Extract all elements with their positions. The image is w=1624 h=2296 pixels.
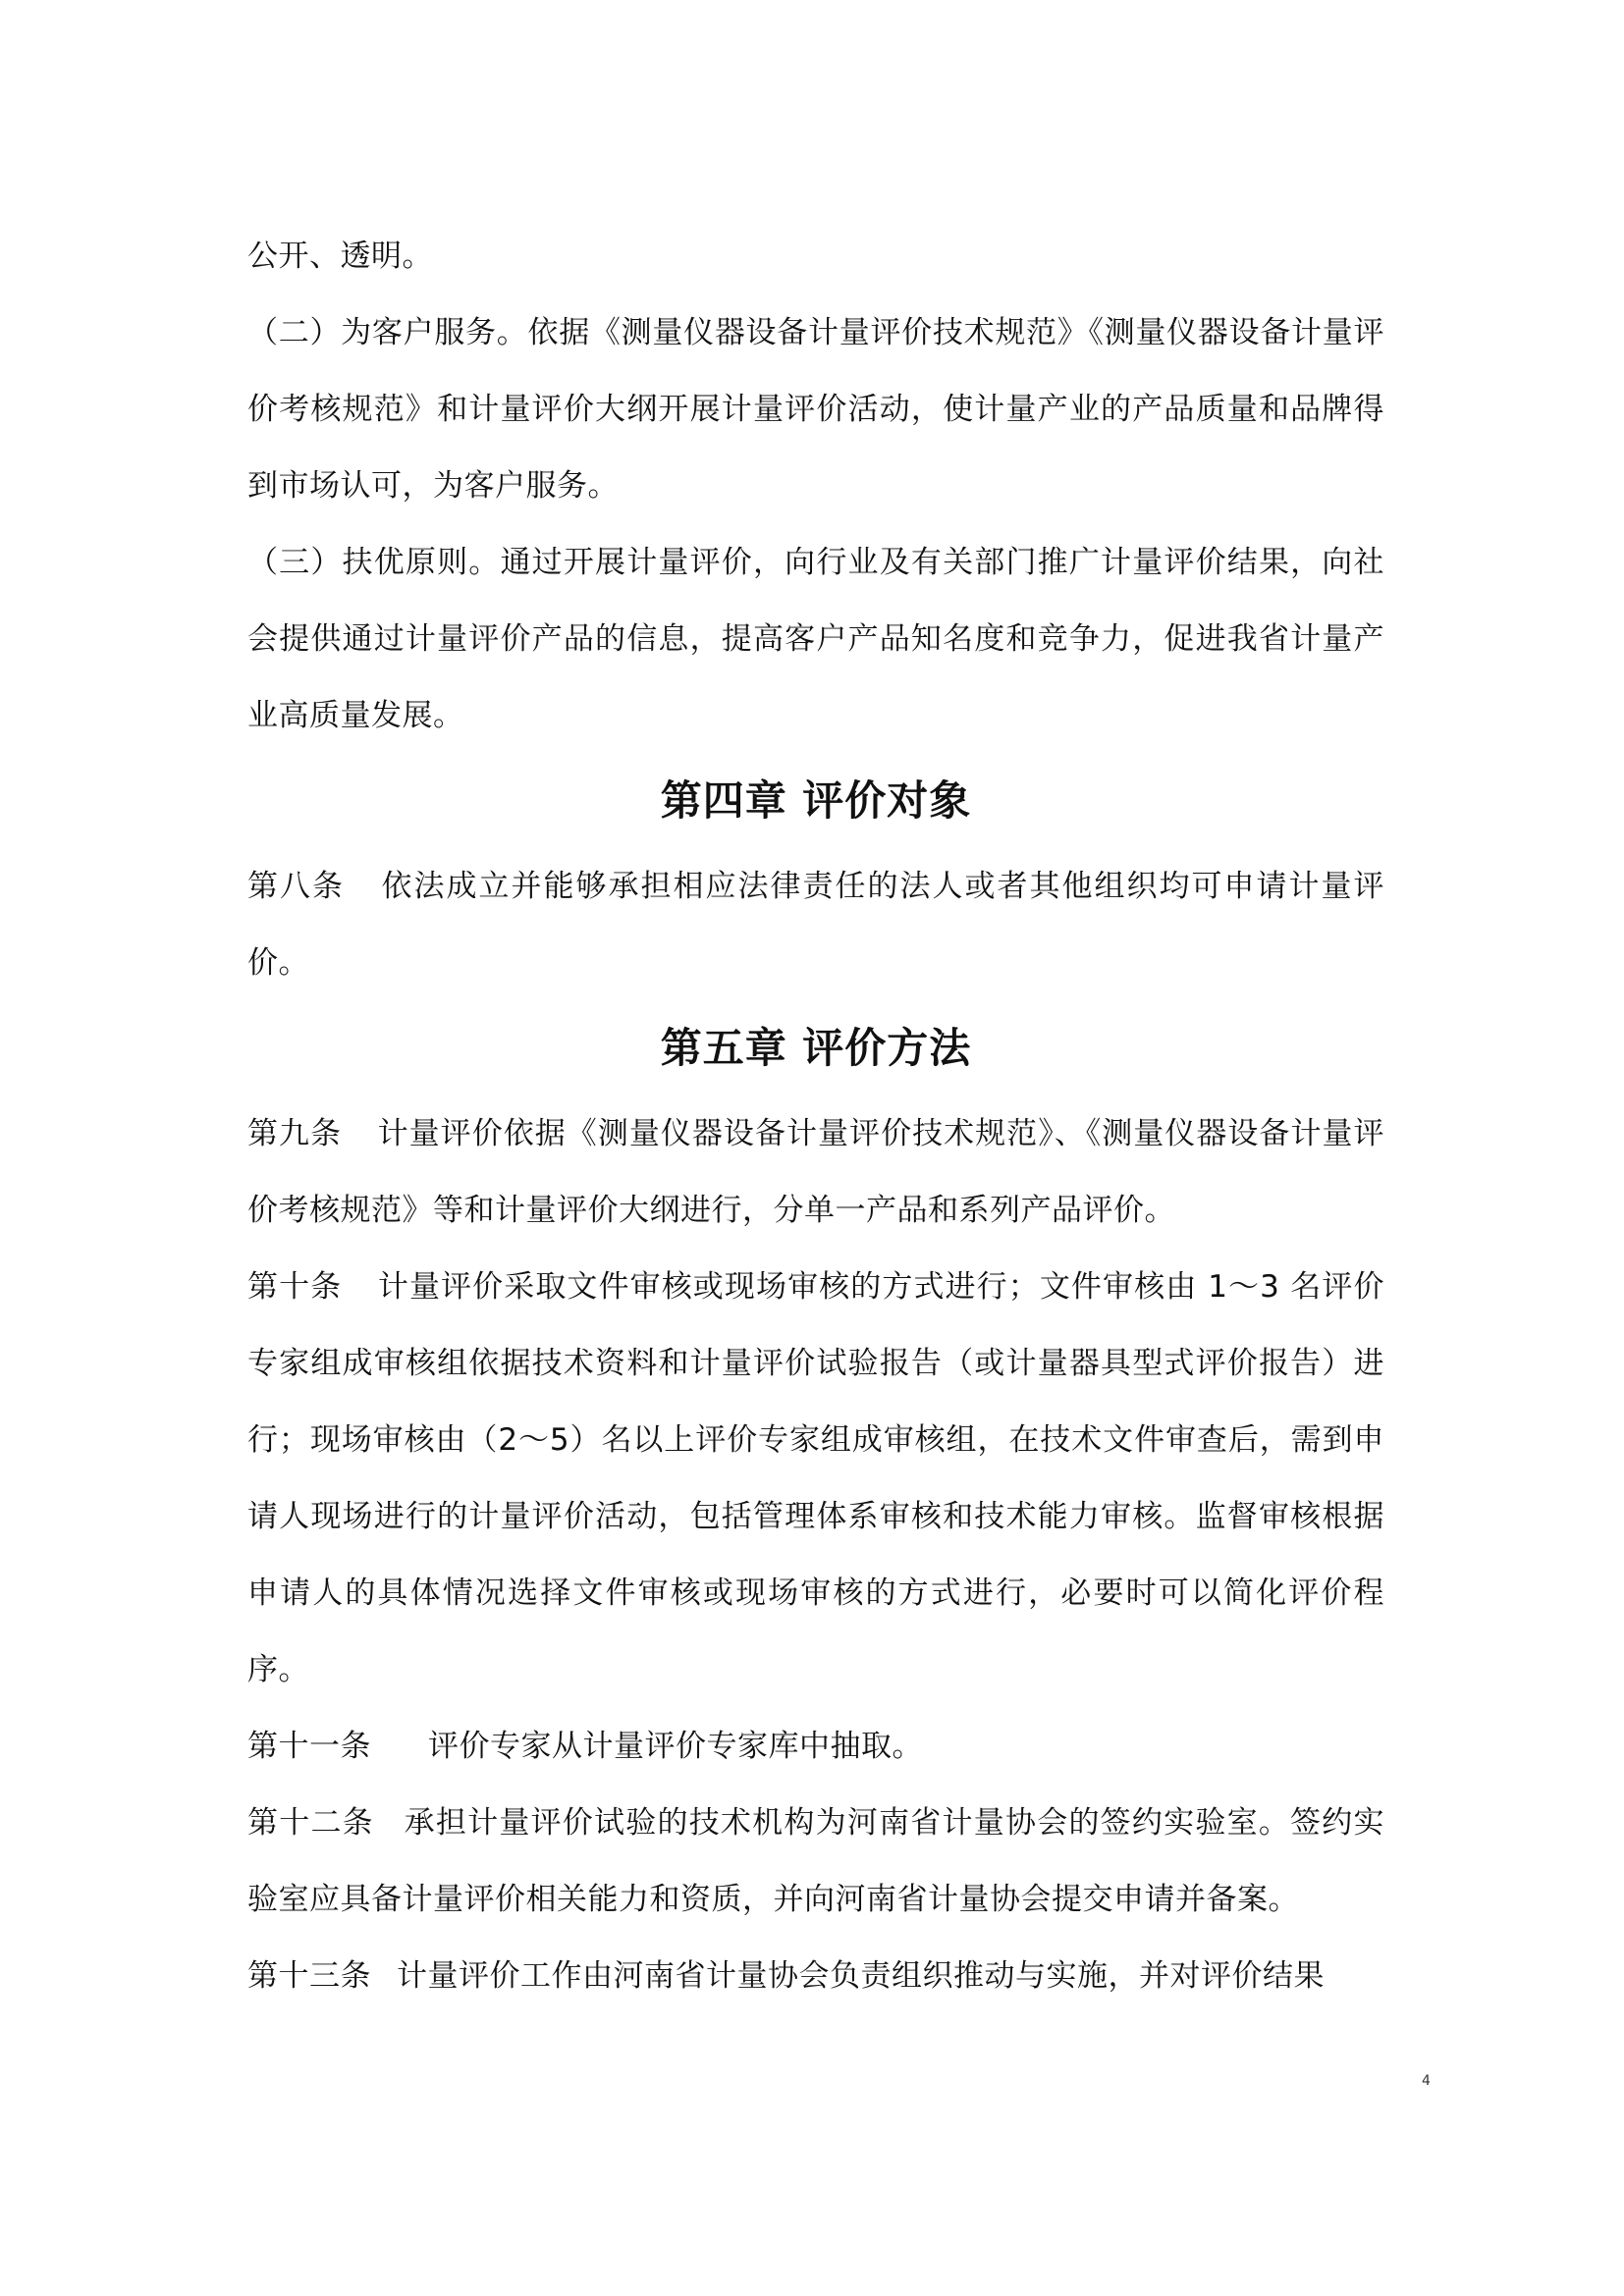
article-8: [247, 848, 1384, 1001]
article-text: 评价专家从计量评价专家库中抽取。: [428, 1729, 923, 1764]
article-text: 依法成立并能够承担相应法律责任的法人或者其他组织均可申请计量评价。: [247, 869, 1384, 981]
article-text: 计量评价依据《测量仪器设备计量评价技术规范》、《测量仪器设备计量评价考核规范》等和计量评价大纲进行，分单一产品和系列产品评价。: [247, 1116, 1385, 1228]
article-text: 承担计量评价试验的技术机构为河南省计量协会的签约实验室。签约实验室应具备计量评价相关能力和资质，并向河南省计量协会提交申请并备案。: [247, 1805, 1385, 1917]
article-number: 第十条: [247, 1269, 343, 1305]
article-number: 第十一条: [247, 1729, 371, 1764]
document-body: [247, 218, 1384, 2014]
chapter-heading-5: 第五章 评价方法: [660, 1024, 972, 1072]
article-text: 计量评价工作由河南省计量协会负责组织推动与实施，并对评价结果: [397, 1958, 1325, 1994]
paragraph-text: 公开、透明。: [247, 239, 433, 274]
paragraph-text: （三）扶优原则。通过开展计量评价，向行业及有关部门推广计量评价结果，向社会提供通过计量评价产品的信息，提高客户产品知名度和竞争力，促进我省计量产业高质量发展。: [247, 545, 1384, 733]
article-number: 第八条: [247, 869, 345, 904]
article-13: [247, 1938, 1384, 2014]
article-9: [247, 1095, 1384, 1249]
article-11: [247, 1708, 1384, 1785]
article-text: 计量评价采取文件审核或现场审核的方式进行；文件审核由 1～3 名评价专家组成审核组依据技术资料和计量评价试验报告（或计量器具型式评价报告）进行；现场审核由（2～5）名以上评价专家组成审核组，在技术文件审查后，需到申请人现场进行的计量评价活动，包括管理体系审核和技术能力审核。监督审核根据申请人的具体情况选择文件审核或现场审核的方式进行，必要时可以简化评价程序。: [247, 1269, 1384, 1687]
article-number: 第十二条: [247, 1805, 374, 1841]
article-number: 第九条: [247, 1116, 343, 1151]
article-number: 第十三条: [247, 1958, 371, 1994]
chapter-heading-4: 第四章 评价对象: [660, 776, 972, 825]
page-number: 4: [1422, 2073, 1431, 2089]
paragraph-principle-2: [247, 294, 1384, 524]
paragraph-1: [247, 218, 1384, 294]
article-12: [247, 1785, 1384, 1938]
article-10: [247, 1249, 1384, 1708]
paragraph-principle-3: [247, 524, 1384, 754]
paragraph-text: （二）为客户服务。依据《测量仪器设备计量评价技术规范》《测量仪器设备计量评价考核规范》和计量评价大纲开展计量评价活动，使计量产业的产品质量和品牌得到市场认可，为客户服务。: [247, 315, 1384, 504]
